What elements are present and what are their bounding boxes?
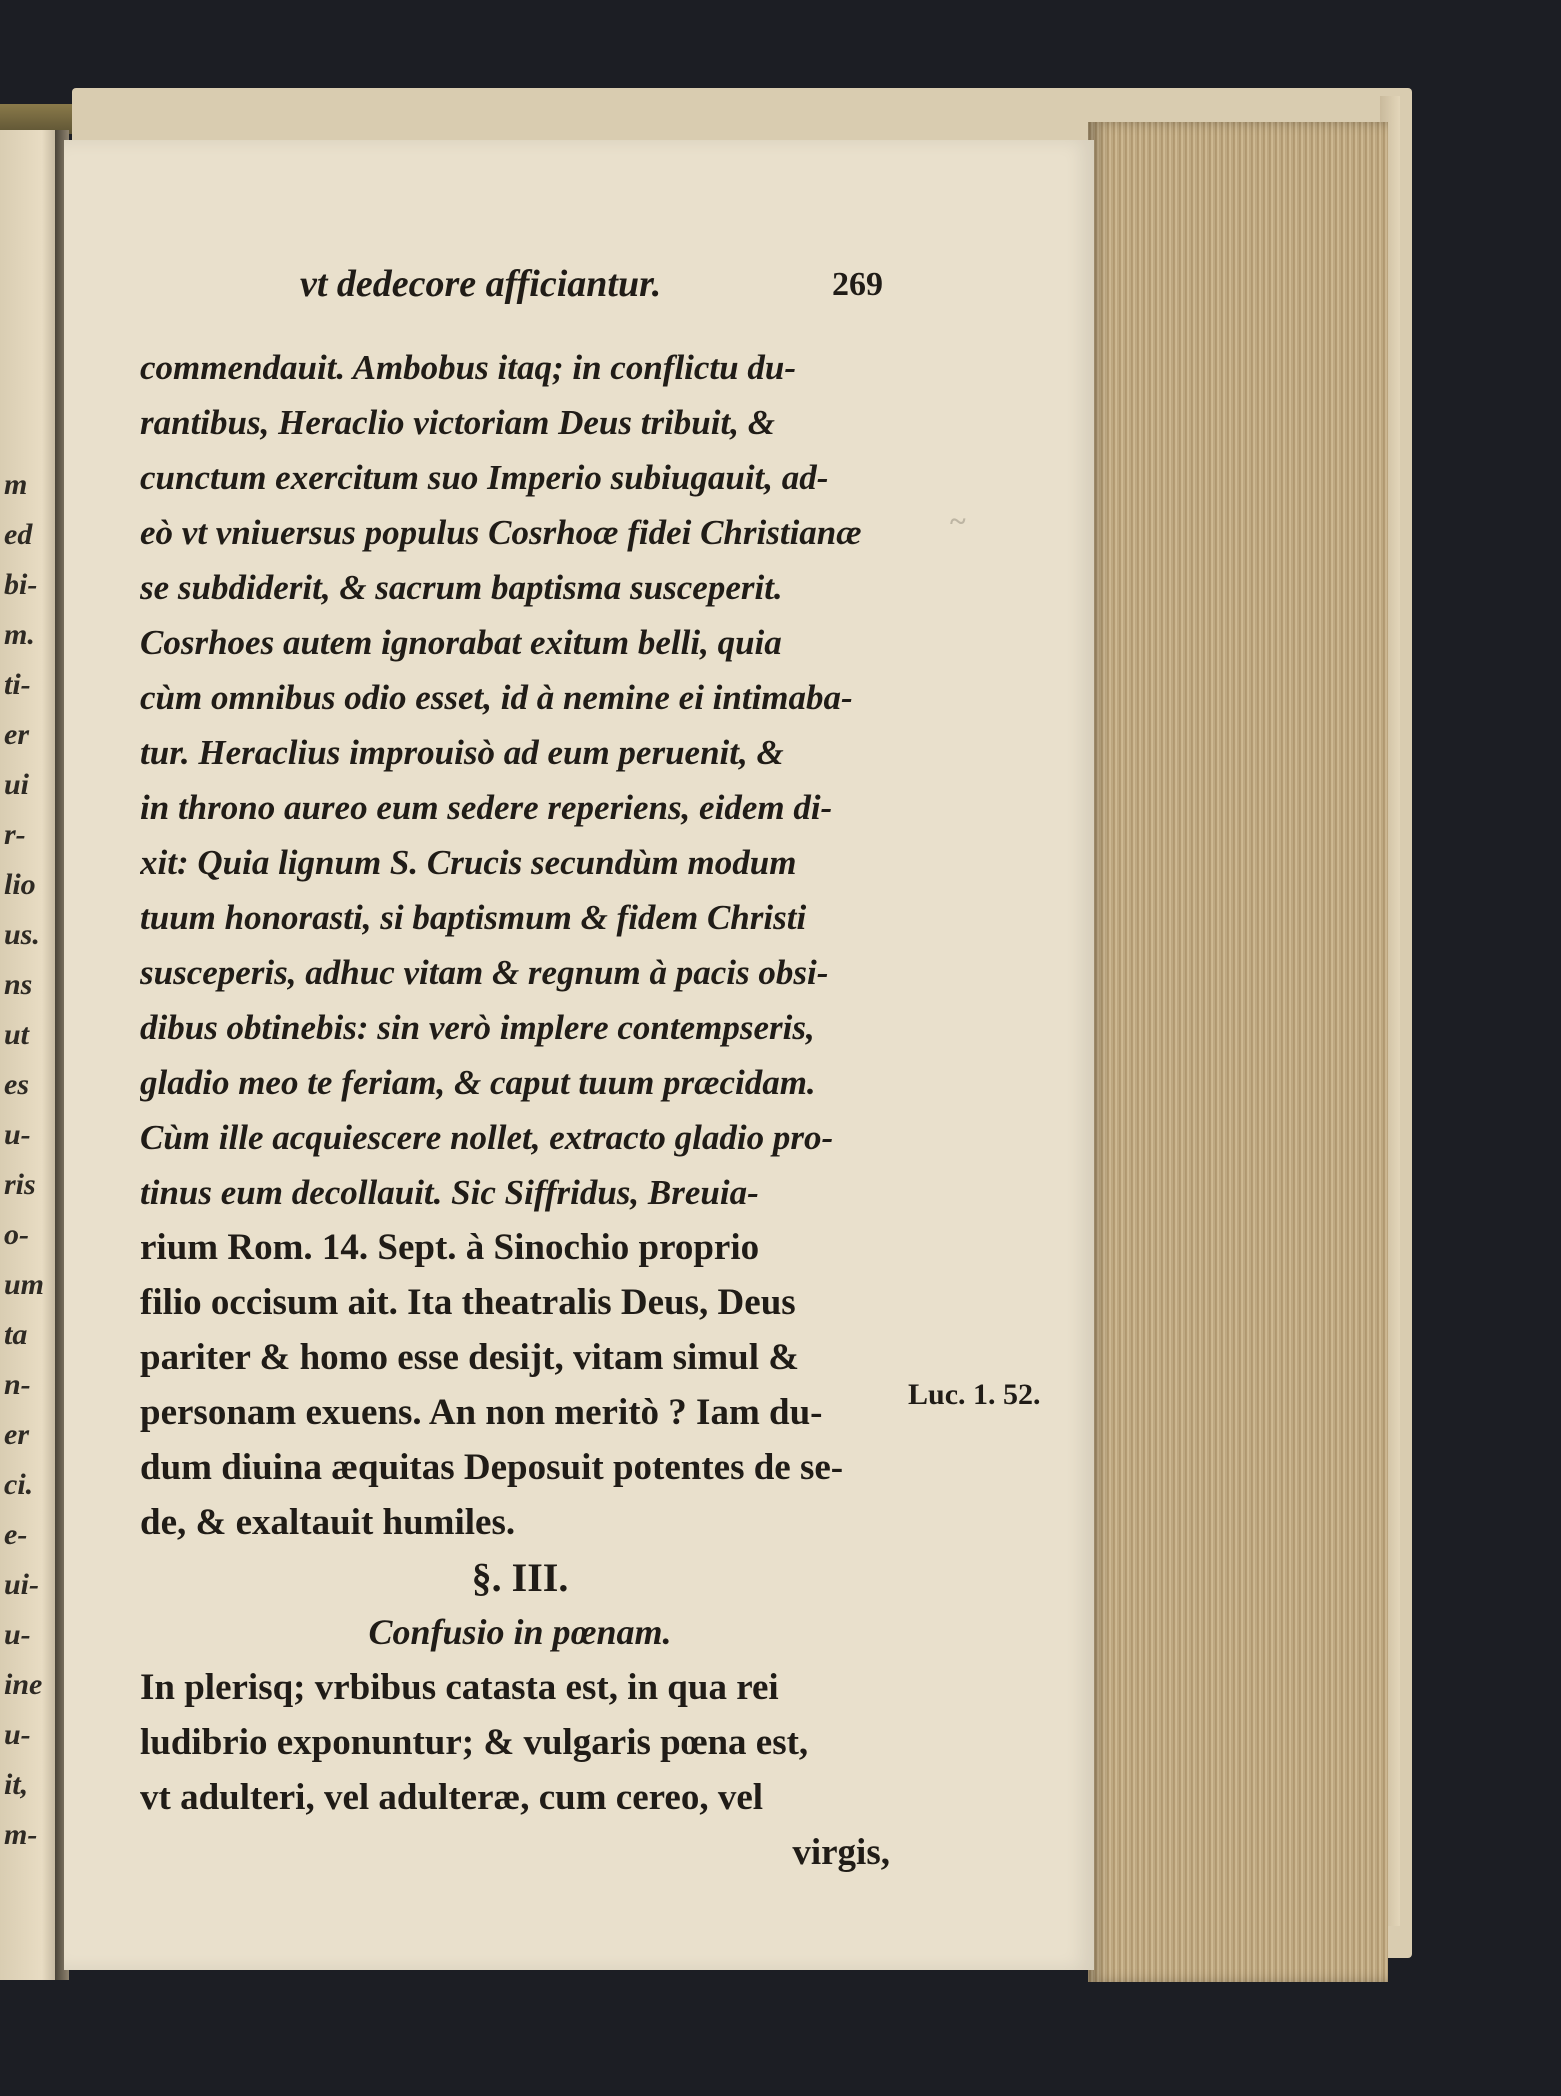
left-page-fragment: u- xyxy=(4,1118,31,1151)
left-page-fragment: us. xyxy=(4,918,40,951)
text-line: dibus obtinebis: sin verò implere contempseris, xyxy=(140,1008,815,1047)
text-line: Cosrhoes autem ignorabat exitum belli, quia xyxy=(140,623,782,662)
left-page-fragment: it, xyxy=(4,1768,29,1801)
left-page-fragment: m. xyxy=(4,618,35,651)
left-page-fragment: ris xyxy=(4,1168,36,1201)
text-line: gladio meo te feriam, & caput tuum præcidam. xyxy=(140,1063,816,1102)
left-page-fragment: es xyxy=(4,1068,29,1101)
page-number: 269 xyxy=(832,266,883,303)
left-page-fragment: er xyxy=(4,718,29,751)
italic-paragraph xyxy=(140,340,900,1220)
text-line: ludibrio exponuntur; & vulgaris pœna est, xyxy=(140,1722,809,1763)
text-line: se subdiderit, & sacrum baptisma susceperit. xyxy=(140,568,783,607)
text-line: in throno aureo eum sedere reperiens, eidem di- xyxy=(140,788,833,827)
text-line: vt adulteri, vel adulteræ, cum cereo, vel xyxy=(140,1777,764,1818)
left-page-fragment: ui- xyxy=(4,1568,40,1601)
catchword: virgis, xyxy=(792,1832,890,1873)
text-line: eò vt vniuersus populus Cosrhoæ fidei Christianæ xyxy=(140,513,862,552)
text-line: xit: Quia lignum S. Crucis secundùm modum xyxy=(140,843,797,882)
text-line: de, & exaltauit humiles. xyxy=(140,1502,516,1543)
text-line: tur. Heraclius improuisò ad eum peruenit, & xyxy=(140,733,784,772)
left-page-fragment: er xyxy=(4,1418,29,1451)
text-line: personam exuens. An non meritò ? Iam du- xyxy=(140,1392,823,1433)
left-page-fragment: n- xyxy=(4,1368,31,1401)
text-line: Cùm ille acquiescere nollet, extracto gladio pro- xyxy=(140,1118,834,1157)
left-page-fragment: u- xyxy=(4,1718,31,1751)
page-text xyxy=(140,340,900,1880)
text-line: rantibus, Heraclio victoriam Deus tribuit, & xyxy=(140,403,775,442)
left-page-fragment: ns xyxy=(4,968,33,1001)
marginal-note: Luc. 1. 52. xyxy=(908,1378,1041,1411)
left-page-edge xyxy=(0,130,60,1980)
text-line: tinus eum decollauit. Sic Siffridus, Breuia- xyxy=(140,1173,759,1212)
text-line: commendauit. Ambobus itaq; in conflictu du- xyxy=(140,348,796,387)
text-line: rium Rom. 14. Sept. à Sinochio proprio xyxy=(140,1227,760,1268)
text-line: cùm omnibus odio esset, id à nemine ei intimaba- xyxy=(140,678,853,717)
left-page-fragment: o- xyxy=(4,1218,29,1251)
left-page-fragment: bi- xyxy=(4,568,38,601)
left-page-fragment: lio xyxy=(4,868,36,901)
left-page-fragment: um xyxy=(4,1268,45,1301)
left-page-fragment: ine xyxy=(4,1668,43,1701)
section-title: Confusio in pœnam. xyxy=(368,1612,672,1652)
roman-paragraph xyxy=(140,1220,900,1550)
left-page-fragment: ti- xyxy=(4,668,31,701)
left-page-fragment: ta xyxy=(4,1318,28,1351)
left-page-fragment: ut xyxy=(4,1018,30,1051)
left-page-fragments xyxy=(4,460,56,1860)
text-line: cunctum exercitum suo Imperio subiugauit, ad- xyxy=(140,458,829,497)
running-head: vt dedecore afficiantur. xyxy=(300,263,662,305)
left-page-fragment: ed xyxy=(4,518,33,551)
page-edges xyxy=(1088,122,1388,1982)
left-page-fragment: m xyxy=(4,468,28,501)
left-page-fragment: ui xyxy=(4,768,30,801)
text-line: susceperis, adhuc vitam & regnum à pacis obsi- xyxy=(140,953,829,992)
text-line: filio occisum ait. Ita theatralis Deus, Deus xyxy=(140,1282,796,1323)
section-number: §. III. xyxy=(471,1555,569,1600)
left-page-fragment: e- xyxy=(4,1518,28,1551)
text-line: dum diuina æquitas Deposuit potentes de se- xyxy=(140,1447,844,1488)
left-page-fragment: ci. xyxy=(4,1468,34,1501)
bleed-through-mark: ~ xyxy=(950,505,966,538)
section-paragraph xyxy=(140,1660,900,1825)
text-line: In plerisq; vrbibus catasta est, in qua rei xyxy=(140,1667,779,1708)
text-line: tuum honorasti, si baptismum & fidem Christi xyxy=(140,898,807,937)
left-page-fragment: u- xyxy=(4,1618,31,1651)
text-line: pariter & homo esse desijt, vitam simul & xyxy=(140,1337,800,1378)
left-page-fragment: r- xyxy=(4,818,26,851)
left-page-fragment: m- xyxy=(4,1818,38,1851)
